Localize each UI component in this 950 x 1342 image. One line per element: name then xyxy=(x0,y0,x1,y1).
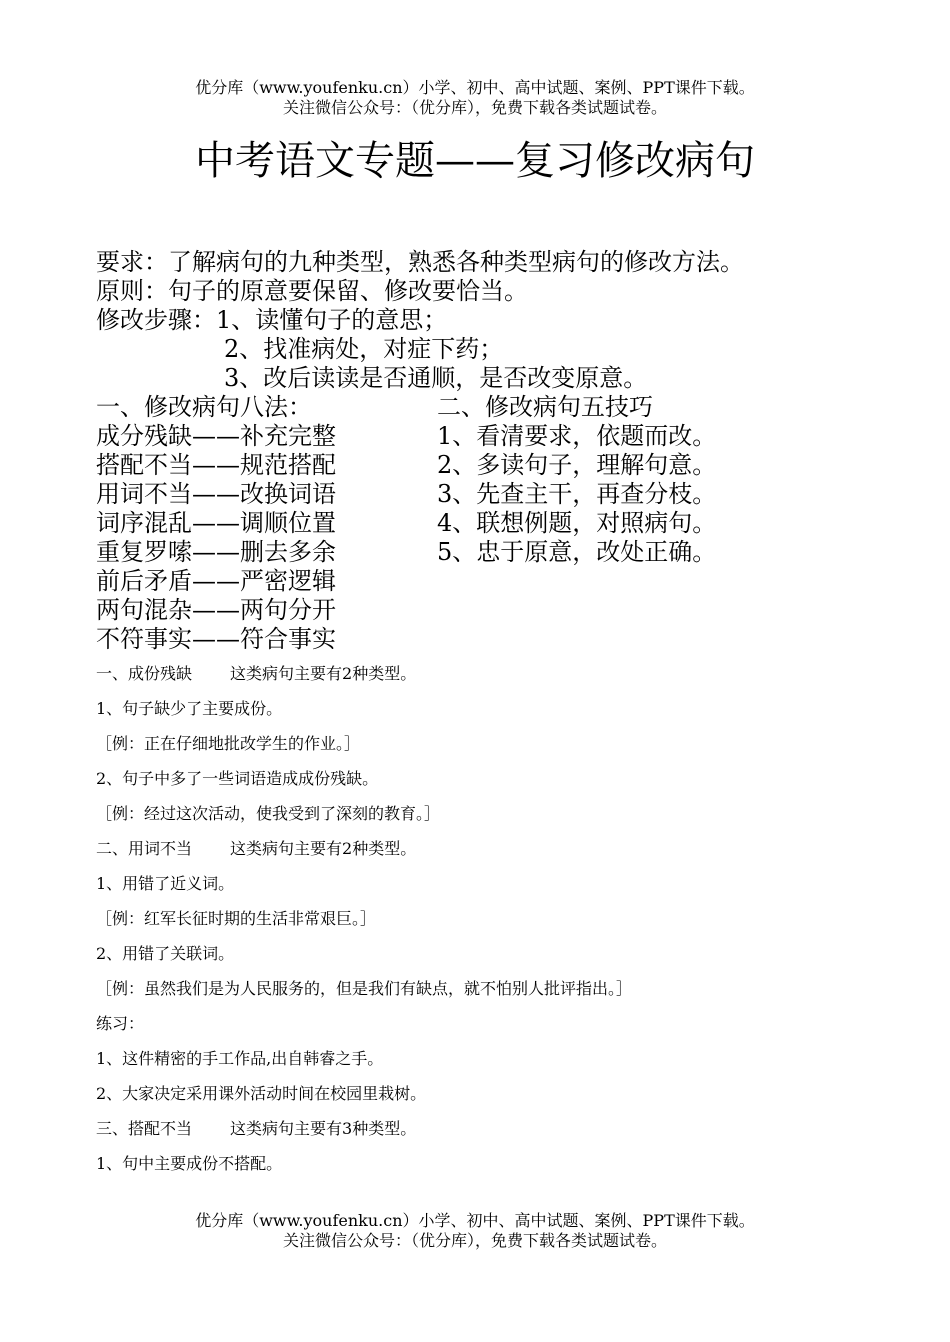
method-item: 重复罗嗦——删去多余 xyxy=(96,538,336,566)
section-3-desc: 这类病句主要有3种类型。 xyxy=(230,1119,417,1138)
section-2-example-1: ［例：红军长征时期的生活非常艰巨。］ xyxy=(96,909,377,928)
steps-line-1: 修改步骤：1、读懂句子的意思； xyxy=(96,306,448,334)
principle-text: 原则：句子的原意要保留、修改要恰当。 xyxy=(96,277,528,305)
section-1-type-2: 2、句子中多了一些词语造成成份残缺。 xyxy=(96,769,379,788)
tip-item: 1、看清要求，依题而改。 xyxy=(437,422,717,450)
tips-heading: 二、修改病句五技巧 xyxy=(437,393,653,421)
section-2-desc: 这类病句主要有2种类型。 xyxy=(230,839,417,858)
tip-item: 4、联想例题，对照病句。 xyxy=(437,509,717,537)
method-item: 词序混乱——调顺位置 xyxy=(96,509,336,537)
section-2-example-2: ［例：虽然我们是为人民服务的，但是我们有缺点，就不怕别人批评指出。］ xyxy=(96,979,633,998)
tip-item: 5、忠于原意，改处正确。 xyxy=(437,538,717,566)
section-3-title: 三、搭配不当 xyxy=(96,1119,193,1138)
section-2-type-1: 1、用错了近义词。 xyxy=(96,874,235,893)
section-2-heading xyxy=(96,839,416,859)
method-item: 前后矛盾——严密逻辑 xyxy=(96,567,336,595)
footer-line-2: 关注微信公众号：（优分库），免费下载各类试题试卷。 xyxy=(282,1231,667,1250)
steps-line-3: 3、改后读读是否通顺，是否改变原意。 xyxy=(224,364,648,392)
section-1-type-1: 1、句子缺少了主要成份。 xyxy=(96,699,283,718)
section-1-example-1: ［例：正在仔细地批改学生的作业。］ xyxy=(96,734,361,753)
section-3-type-1: 1、句中主要成份不搭配。 xyxy=(96,1154,283,1173)
practice-item-2: 2、大家决定采用课外活动时间在校园里栽树。 xyxy=(96,1084,427,1103)
method-item: 两句混杂——两句分开 xyxy=(96,596,336,624)
method-item: 不符事实——符合事实 xyxy=(96,625,336,653)
requirement-text: 要求：了解病句的九种类型，熟悉各种类型病句的修改方法。 xyxy=(96,248,744,276)
section-1-title: 一、成份残缺 xyxy=(96,664,193,683)
section-2-title: 二、用词不当 xyxy=(96,839,193,858)
section-1-desc: 这类病句主要有2种类型。 xyxy=(230,664,417,683)
practice-item-1: 1、这件精密的手工作品,出自韩睿之手。 xyxy=(96,1049,384,1068)
tip-item: 3、先查主干，再查分枝。 xyxy=(437,480,717,508)
section-1-example-2: ［例：经过这次活动，使我受到了深刻的教育。］ xyxy=(96,804,441,823)
page-title: 中考语文专题——复习修改病句 xyxy=(195,138,755,184)
section-1-heading xyxy=(96,664,416,684)
section-2-type-2: 2、用错了关联词。 xyxy=(96,944,235,963)
method-item: 搭配不当——规范搭配 xyxy=(96,451,336,479)
footer-line-1: 优分库（www.youfenku.cn）小学、初中、高中试题、案例、PPT课件下载。 xyxy=(195,1211,755,1230)
steps-line-2: 2、找准病处，对症下药； xyxy=(224,335,504,363)
tip-item: 2、多读句子，理解句意。 xyxy=(437,451,717,479)
practice-label: 练习： xyxy=(96,1014,145,1033)
section-3-heading xyxy=(96,1119,416,1139)
method-item: 用词不当——改换词语 xyxy=(96,480,336,508)
methods-heading: 一、修改病句八法： xyxy=(96,393,312,421)
header-line-1: 优分库（www.youfenku.cn）小学、初中、高中试题、案例、PPT课件下载。 xyxy=(195,78,755,97)
header-line-2: 关注微信公众号：（优分库），免费下载各类试题试卷。 xyxy=(282,98,667,117)
method-item: 成分残缺——补充完整 xyxy=(96,422,336,450)
